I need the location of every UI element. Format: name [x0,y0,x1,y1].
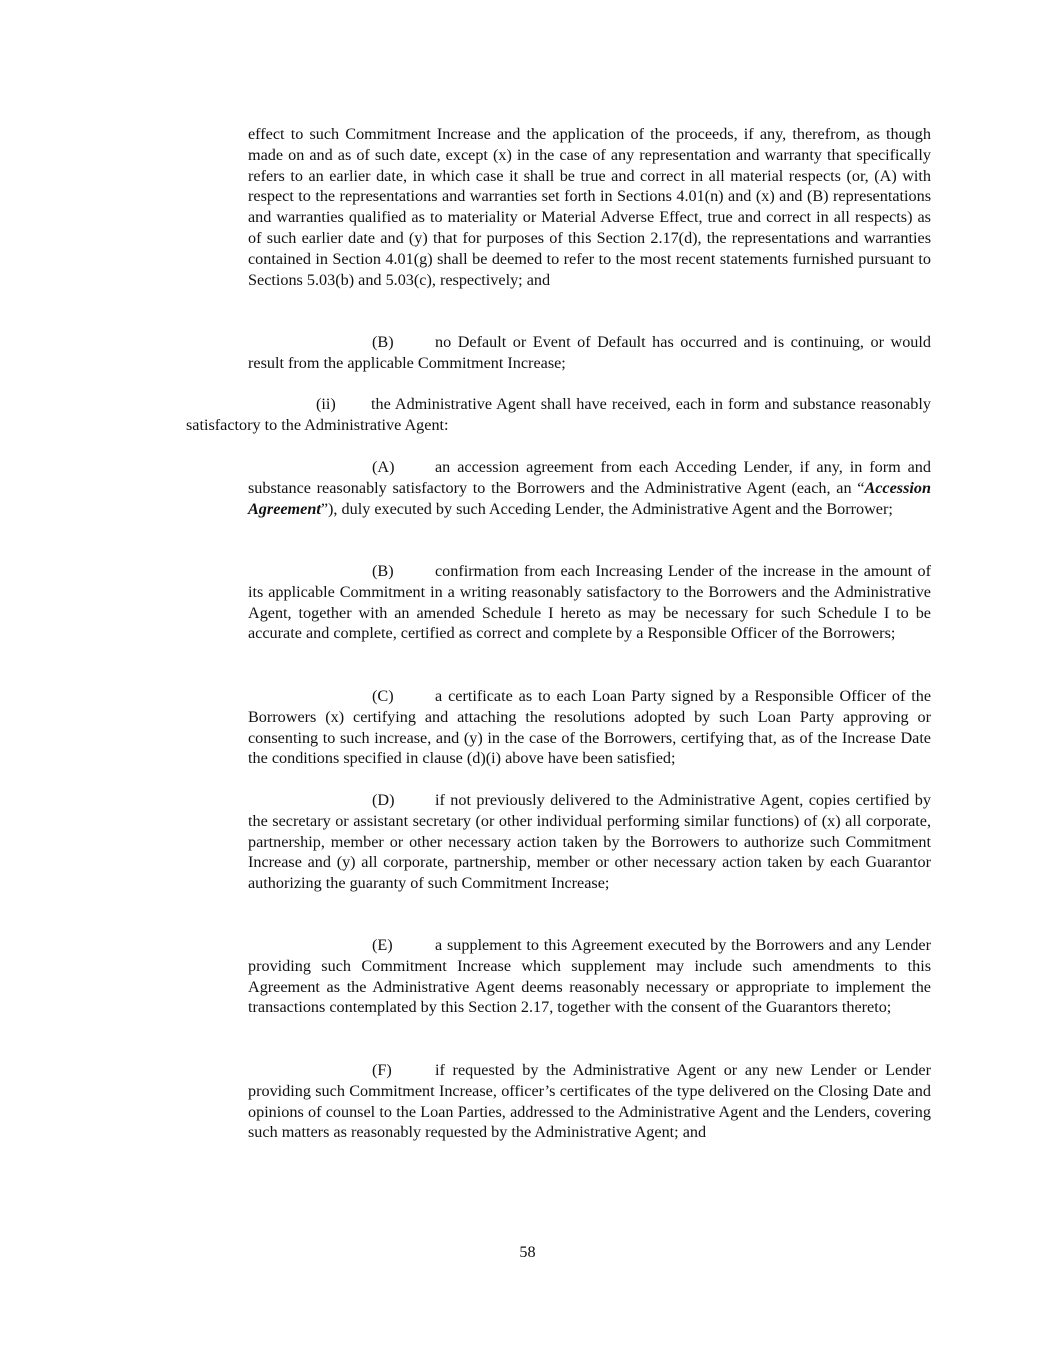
clause-text-part-1: an accession agreement from each Acceding Lender, if any, in form and substance reasonably satisfactory to the Borrowers and the Administrative Agent (each, an “ [248,458,931,497]
clause-text-part-2: ”), duly executed by such Acceding Lender, the Administrative Agent and the Borrower; [320,499,893,518]
clause-label: (B) [372,562,394,580]
clause-text: the Administrative Agent shall have received, each in form and substance reasonably satisfactory to the Administrative Agent: [186,395,931,434]
clause-label: (F) [372,1061,392,1079]
continuation-paragraph [248,124,931,290]
clause-text: a supplement to this Agreement executed by the Borrowers and any Lender providing such Commitment Increase which supplement may include such amendments to this Agreement as the Administrative Agent deems reasonably necessary or appropriate to implement the transactions contemplated by this Section 2.17, together with the consent of the Guarantors thereto; [248,936,931,1017]
clause-C-certificate [248,686,931,769]
clause-D-copies-certified [248,790,931,894]
page-number: 58 [519,1243,536,1261]
clause-label: (B) [372,333,394,351]
clause-text: if not previously delivered to the Administrative Agent, copies certified by the secretary or assistant secretary (or other individual performing similar functions) of (x) all corporate, partnership, member or other necessary action taken by the Borrowers to authorize such Commitment Increase and (y) all corporate, partnership, member or other necessary action taken by each Guarantor authorizing the guaranty of such Commitment Increase; [248,791,931,893]
clause-E-supplement [248,935,931,1018]
clause-text: no Default or Event of Default has occurred and is continuing, or would result from the applicable Commitment Increase; [248,333,931,372]
clause-A-accession-agreement [248,457,931,519]
defined-term-accession-agreement: Accession Agreement [248,478,931,518]
clause-text: a certificate as to each Loan Party signed by a Responsible Officer of the Borrowers (x) certifying and attaching the resolutions adopted by such Loan Party approving or consenting to such increase, and (y) in the case of the Borrowers, certifying that, as of the Increase Date the conditions specified in clause (d)(i) above have been satisfied; [248,687,931,768]
clause-label: (A) [372,458,395,476]
clause-F-officers-certificates [248,1060,931,1143]
clause-label: (D) [372,791,395,809]
clause-B-no-default [248,332,931,374]
clause-ii-agent-received [186,394,931,436]
continuation-text: effect to such Commitment Increase and the application of the proceeds, if any, therefrom, as though made on and as of such date, except (x) in the case of any representation and warranty that specifically refers to an earlier date, in which case it shall be true and correct in all material respects (or, (A) with respect to the representations and warranties set forth in Sections 4.01(n) and (x) and (B) representations and warranties qualified as to materiality or Material Adverse Effect, true and correct in all respects) as of such earlier date and (y) that for purposes of this Section 2.17(d), the representations and warranties contained in Section 4.01(g) shall be deemed to refer to the most recent statements furnished pursuant to Sections 5.03(b) and 5.03(c), respectively; and [248,125,931,289]
clause-label: (C) [372,687,394,705]
clause-text: confirmation from each Increasing Lender of the increase in the amount of its applicable Commitment in a writing reasonably satisfactory to the Borrowers and the Administrative Agent, together with an amended Schedule I hereto as may be necessary for such Schedule I to be accurate and complete, certified as correct and complete by a Responsible Officer of the Borrowers; [248,562,931,643]
clause-B-confirmation [248,561,931,644]
clause-label: (E) [372,936,393,954]
clause-text: if requested by the Administrative Agent or any new Lender or Lender providing such Commitment Increase, officer’s certificates of the type delivered on the Closing Date and opinions of counsel to the Loan Parties, addressed to the Administrative Agent and the Lenders, covering such matters as reasonably requested by the Administrative Agent; and [248,1061,931,1142]
clause-label: (ii) [316,395,336,413]
